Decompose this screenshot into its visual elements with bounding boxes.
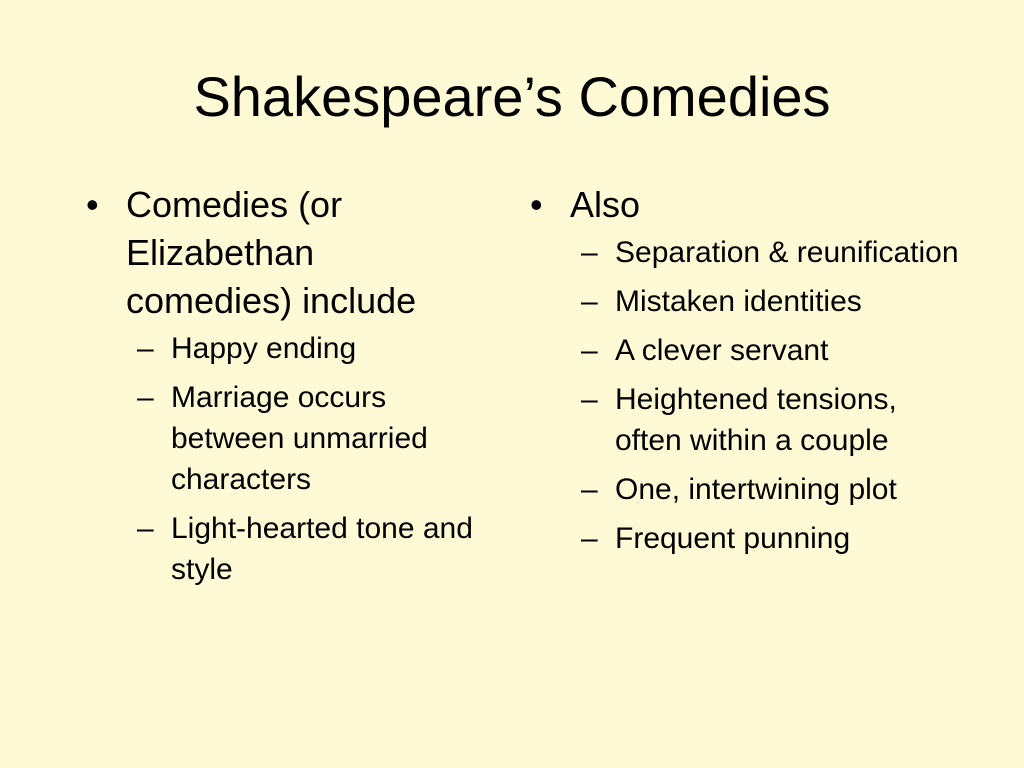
left-sub-item-text: Happy ending: [171, 332, 357, 365]
right-sub-item: [570, 232, 970, 273]
left-column: [86, 181, 486, 598]
right-sub-item: [570, 469, 970, 510]
left-sub-item: [126, 328, 486, 369]
right-sub-list: [570, 232, 970, 559]
right-sub-item-text: A clever servant: [615, 334, 829, 367]
right-sub-item-text: Heightened tensions, often within a couple: [615, 383, 897, 457]
left-sub-item-text: Marriage occurs between unmarried characters: [171, 381, 428, 496]
right-sub-item-text: Separation & reunification: [615, 236, 959, 269]
bullet-marker: •: [86, 184, 99, 225]
right-sub-item-text: Frequent punning: [615, 522, 851, 555]
left-main-bullet-text: Comedies (or Elizabethan comedies) include: [126, 184, 417, 321]
bullet-marker: •: [530, 184, 543, 225]
left-sub-list: [126, 328, 486, 590]
right-sub-item: [570, 330, 970, 371]
dash-marker: –: [137, 332, 154, 365]
dash-marker: –: [581, 285, 598, 318]
right-sub-item: [570, 518, 970, 559]
dash-marker: –: [581, 334, 598, 367]
right-main-bullet-text: Also: [570, 184, 641, 225]
right-column: [530, 181, 970, 567]
dash-marker: –: [581, 383, 598, 416]
dash-marker: –: [137, 381, 154, 414]
left-sub-item-text: Light-hearted tone and style: [171, 512, 473, 586]
right-sub-item: [570, 379, 970, 461]
slide-title: Shakespeare’s Comedies: [193, 65, 831, 128]
dash-marker: –: [137, 512, 154, 545]
dash-marker: –: [581, 473, 598, 506]
right-sub-item-text: One, intertwining plot: [615, 473, 897, 506]
right-sub-item-text: Mistaken identities: [615, 285, 862, 318]
left-sub-item: [126, 508, 486, 590]
dash-marker: –: [581, 522, 598, 555]
left-sub-item: [126, 377, 486, 500]
dash-marker: –: [581, 236, 598, 269]
right-sub-item: [570, 281, 970, 322]
left-bullet-list: [86, 181, 486, 590]
left-main-bullet: [86, 181, 486, 590]
right-bullet-list: [530, 181, 970, 559]
right-main-bullet: [530, 181, 970, 559]
